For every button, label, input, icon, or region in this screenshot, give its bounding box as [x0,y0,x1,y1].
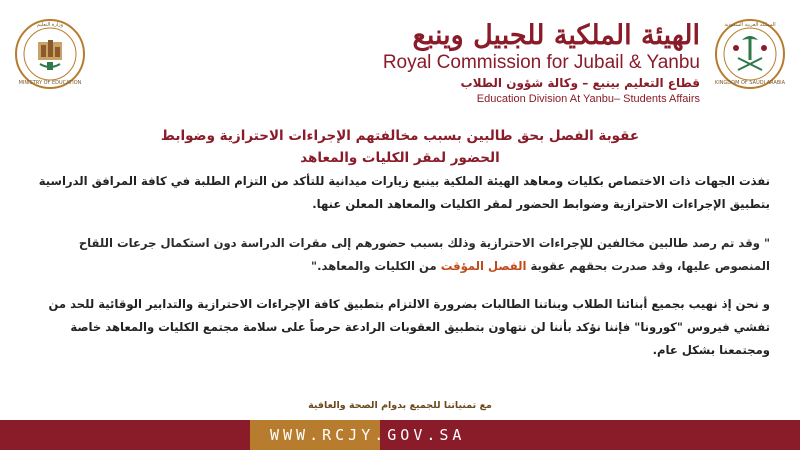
violation-text-before: " وقد تم رصد طالبين مخالفين للإجراءات الاحترازية وذلك بسبب حضورهم إلى مقرات الدراسة دون استكمال جرعات اللقاح المنصوص عليها، وقد صدرت بحقهم عقوبة [78,236,770,273]
penalty-highlight: الفصل المؤقت [440,259,527,273]
announcement-heading [150,125,650,169]
violation-text-after: من الكليات والمعاهد." [311,259,441,273]
heading-line-2: الحضور لمقر الكليات والمعاهد [300,150,500,166]
ministry-of-education-logo [14,18,86,90]
logo-left-caption-en: MINISTRY OF EDUCATION [18,80,82,86]
paragraph-appeal: و نحن إذ نهيب بجميع أبنائنا الطلاب وبناتنا الطالبات بضرورة الالتزام بتطبيق كافة الإجراءات الاحترازية والتدابير الوقائية للحد من تفشي فيروس "كورونا" فإننا نؤكد بأننا لن نتهاون بتطبيق العقوبات الرادعة حرصاً على سلامة مجتمع الكليات والمعاهد خاصة ومجتمعنا بشكل عام. [48,297,770,357]
paragraph-inspection: نفذت الجهات ذات الاختصاص بكليات ومعاهد الهيئة الملكية بينبع زيارات ميدانية للتأكد من التزام الطلبة في كافة المرافق الدراسية بتطبيق الإجراءات الاحترازية وضوابط الحضور لمقر الكليات والمعاهد المعلن عنها. [38,174,770,211]
closing-wishes: مع تمنياتنا للجميع بدوام الصحة والعافية [308,400,492,411]
heading-line-1: عقوبة الفصل بحق طالبين بسبب مخالفتهم الإجراءات الاحترازية وضوابط [160,128,640,144]
division-name-ar: قطاع التعليم بينبع – وكالة شؤون الطلاب [460,76,700,90]
organization-name-ar: الهيئة الملكية للجبيل وينبع [412,20,700,51]
logo-right-caption-en: KINGDOM OF SAUDI ARABIA [714,80,786,86]
organization-title-block [320,20,700,106]
logo-left-caption-ar: وزارة التعليم [36,22,64,28]
kingdom-of-saudi-arabia-logo [714,18,786,90]
logo-right-caption-ar: المملكة العربية السعودية [724,22,776,28]
division-name-en: Education Division At Yanbu– Students Affairs [476,93,700,105]
organization-name-en: Royal Commission for Jubail & Yanbu [382,52,700,73]
footer-bar [0,420,800,450]
letterhead [0,0,800,110]
paragraph-violation [30,232,770,278]
website-url[interactable]: WWW.RCJY.GOV.SA [270,426,466,444]
